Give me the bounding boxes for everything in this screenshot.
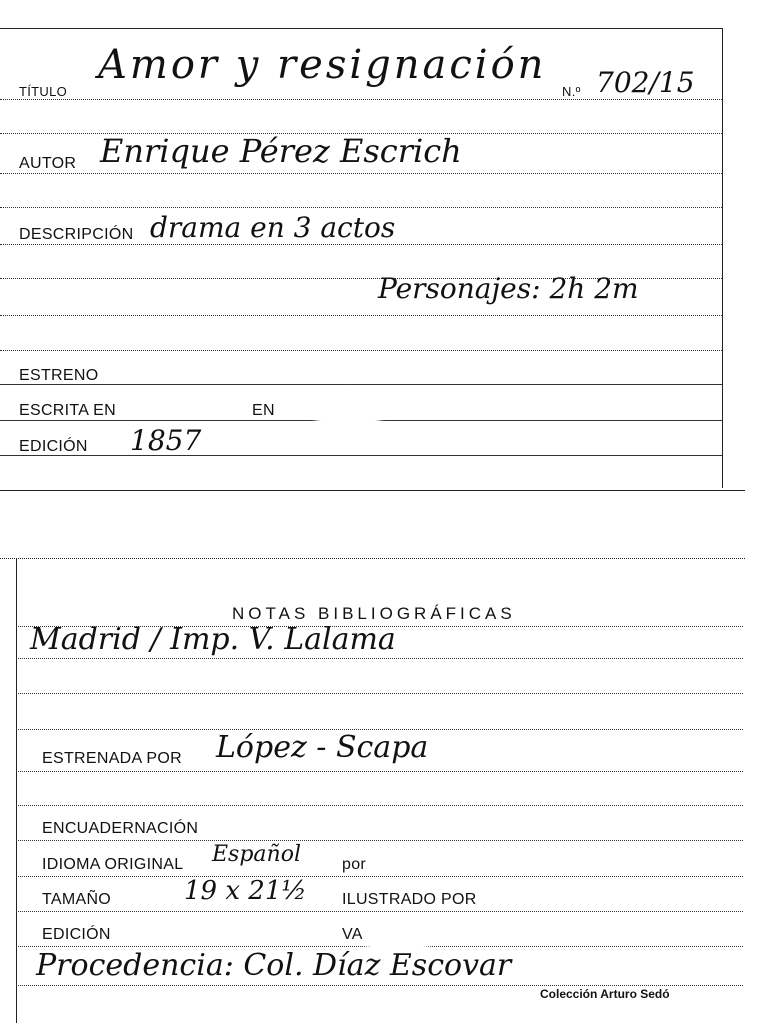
rule-blank-4 xyxy=(0,315,722,316)
value-estrenada-por: López - Scapa xyxy=(216,730,429,765)
label-numero: N.º xyxy=(562,84,581,99)
rule-procedencia xyxy=(16,985,743,986)
label-edicion: EDICIÓN xyxy=(42,926,111,943)
card-top-border xyxy=(0,28,722,29)
label-edicion: EDICIÓN xyxy=(19,438,88,455)
redaction-blot xyxy=(322,396,374,442)
rule-blank-1 xyxy=(16,658,743,659)
footer-coleccion: Colección Arturo Sedó xyxy=(540,987,670,1001)
label-estreno: ESTRENO xyxy=(19,367,99,384)
value-autor: Enrique Pérez Escrich xyxy=(100,132,462,170)
rule-titulo xyxy=(0,99,722,100)
rule-idioma xyxy=(16,876,743,877)
rule-tamano xyxy=(16,911,743,912)
rule-encuadernacion xyxy=(16,840,743,841)
label-en: EN xyxy=(252,402,275,419)
rule-descripcion xyxy=(0,244,722,245)
label-va: VA xyxy=(342,926,363,943)
rule-edicion xyxy=(0,455,722,456)
rule-blank-5 xyxy=(0,350,722,351)
catalog-card-front xyxy=(0,0,745,495)
rule-blank-2 xyxy=(16,693,743,694)
value-numero: 702/15 xyxy=(596,66,695,99)
rule-estreno xyxy=(0,384,722,385)
label-escrita-en: ESCRITA EN xyxy=(19,402,116,419)
label-ilustrado-por: ILUSTRADO POR xyxy=(342,891,477,908)
rule-blank-2 xyxy=(0,207,722,208)
label-idioma-original: IDIOMA ORIGINAL xyxy=(42,856,184,873)
heading-notas: NOTAS BIBLIOGRÁFICAS xyxy=(232,604,516,623)
label-por: por xyxy=(342,856,367,873)
card-left-border xyxy=(16,558,17,1023)
rule-estrenada xyxy=(16,771,743,772)
label-descripcion: DESCRIPCIÓN xyxy=(19,226,134,243)
card-bottom-border xyxy=(0,490,745,491)
value-titulo: Amor y resignación xyxy=(98,42,547,88)
value-tamano: 19 x 21½ xyxy=(184,876,307,906)
label-encuadernacion: ENCUADERNACIÓN xyxy=(42,820,199,837)
value-edicion: 1857 xyxy=(130,424,202,457)
value-idioma-original: Español xyxy=(212,842,301,867)
card-right-border xyxy=(722,28,723,488)
label-autor: AUTOR xyxy=(19,155,77,172)
label-estrenada-por: ESTRENADA POR xyxy=(42,750,182,767)
value-procedencia: Procedencia: Col. Díaz Escovar xyxy=(36,948,512,983)
card-top-border xyxy=(0,558,745,559)
value-descripcion: drama en 3 actos xyxy=(150,211,396,244)
rule-blank-4 xyxy=(16,805,743,806)
value-notas: Madrid / Imp. V. Lalama xyxy=(30,622,396,657)
catalog-card-back xyxy=(0,540,759,1028)
rule-autor xyxy=(0,173,722,174)
label-tamano: TAMAÑO xyxy=(42,891,112,908)
label-titulo: TÍTULO xyxy=(19,84,68,99)
value-personajes: Personajes: 2h 2m xyxy=(378,272,639,305)
